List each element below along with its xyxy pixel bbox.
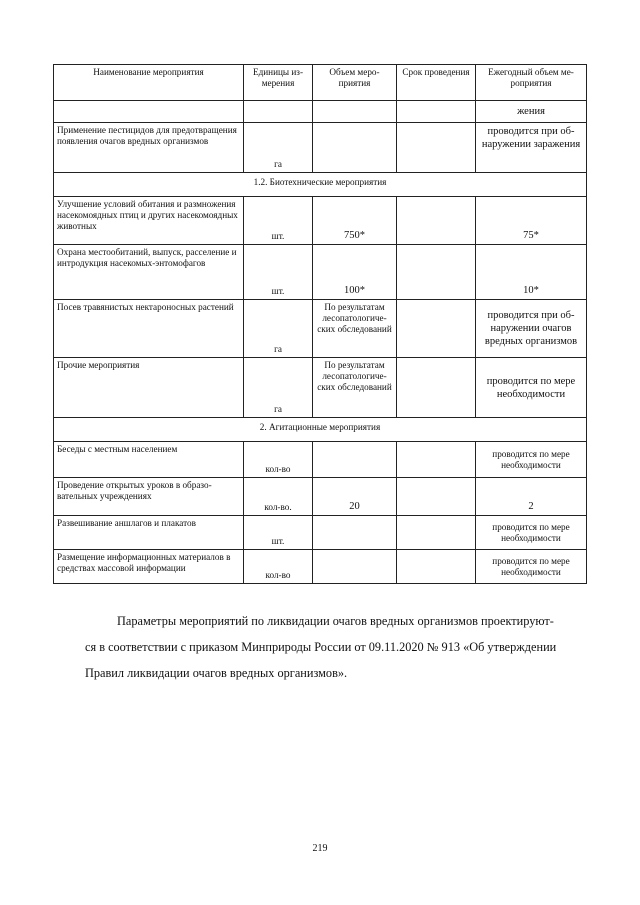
table-row: Применение пестицидов для предотвращения появления очагов вредных организмов га проводится при обнаружении заражения bbox=[54, 123, 587, 173]
header-volume: Объем мероприятия bbox=[313, 65, 397, 101]
header-annual: Ежегодный объем мероприятия bbox=[476, 65, 587, 101]
table-row: Размещение информационных материалов в средствах массовой информации кол-во проводится по мере необходимости bbox=[54, 550, 587, 584]
table-row bbox=[54, 101, 587, 123]
header-name: Наименование мероприятия bbox=[54, 65, 244, 101]
table-row: Развешивание аншлагов и плакатов шт. проводится по мере необходимости bbox=[54, 516, 587, 550]
paragraph-line: ся в соответствии с приказом Минприроды России от 09.11.2020 № 913 «Об утверждении bbox=[85, 640, 557, 654]
table-row: Посев травянистых нектароносных растений га По результатам лесопатологических обследований проводится при обнаружении очагов вредных организмов bbox=[54, 300, 587, 358]
table-row: Беседы с местным населением кол-во проводится по мере необходимости bbox=[54, 442, 587, 478]
header-term: Срок проведения bbox=[397, 65, 476, 101]
page-number: 219 bbox=[312, 843, 328, 854]
section-row bbox=[54, 418, 587, 442]
table-row: Улучшение условий обитания и размножения насекомоядных птиц и других насекомоядных животных шт. 750* 75* bbox=[54, 197, 587, 245]
paragraph-line: Параметры мероприятий по ликвидации очагов вредных организмов проектируют- bbox=[117, 614, 554, 628]
header-unit: Единицы измерения bbox=[244, 65, 313, 101]
section-row bbox=[54, 173, 587, 197]
table-header-row bbox=[54, 65, 587, 101]
table-row: Прочие мероприятия га По результатам лесопатологических обследований проводится по мере необходимости bbox=[54, 358, 587, 418]
body-paragraph bbox=[85, 608, 585, 686]
paragraph-line: Правил ликвидации очагов вредных организмов». bbox=[85, 666, 348, 680]
measures-table bbox=[53, 64, 587, 584]
table-row: Охрана местообитаний, выпуск, расселение и интродукция насекомых-энтомофагов шт. 100* 10* bbox=[54, 245, 587, 300]
section-bio: 1.2. Биотехнические мероприятия bbox=[54, 173, 587, 197]
table-row: Проведение открытых уроков в образовательных учреждениях кол-во. 20 2 bbox=[54, 478, 587, 516]
section-agit: 2. Агитационные мероприятия bbox=[54, 418, 587, 442]
carry-text: жения bbox=[476, 101, 587, 123]
